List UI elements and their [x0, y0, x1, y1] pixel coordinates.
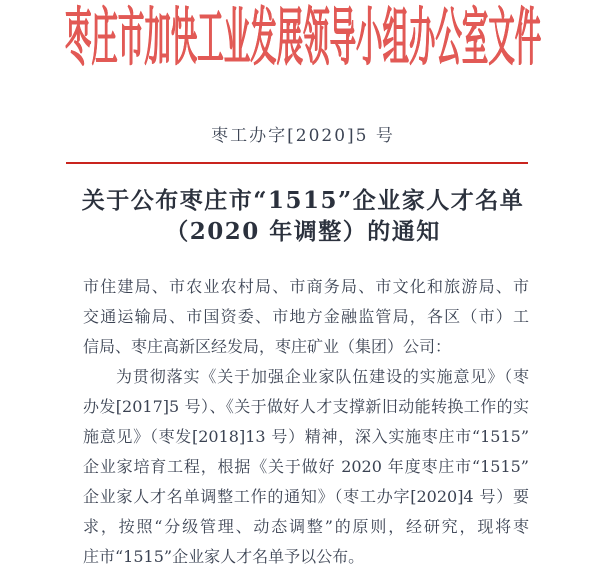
document-number: 枣工办字[2020]5 号 [211, 126, 395, 146]
title-line-1: 关于公布枣庄市“1515”企业家人才名单 [81, 187, 525, 214]
body-line: 企业家培育工程，根据《关于做好 2020 年度枣庄市“1515” [83, 457, 529, 476]
body-line: 企业家人才名单调整工作的通知》（枣工办字[2020]4 号）要 [83, 487, 529, 506]
body-text [83, 272, 529, 572]
body-line: 施意见》（枣发[2018]13 号）精神，深入实施枣庄市“1515” [83, 427, 529, 446]
body-line: 交通运输局、市国资委、市地方金融监管局，各区（市）工 [83, 307, 529, 326]
body-line: 办发[2017]5 号）、《关于做好人才支撑新旧动能转换工作的实 [83, 397, 529, 416]
red-divider-line [66, 162, 528, 164]
title-line-2: （2020 年调整）的通知 [165, 218, 441, 245]
body-line: 市住建局、市农业农村局、市商务局、市文化和旅游局、市 [83, 277, 529, 296]
letterhead-title: 枣庄市加快工业发展领导小组办公室文件 [64, 0, 542, 74]
body-line: 求，按照“分级管理、动态调整”的原则，经研究，现将枣 [83, 517, 529, 536]
body-line: 为贯彻落实《关于加强企业家队伍建设的实施意见》（枣 [116, 367, 529, 386]
body-line: 信局、枣庄高新区经发局，枣庄矿业（集团）公司： [83, 337, 452, 356]
body-line: 庄市“1515”企业家人才名单予以公布。 [83, 547, 365, 566]
document-title [0, 185, 606, 247]
